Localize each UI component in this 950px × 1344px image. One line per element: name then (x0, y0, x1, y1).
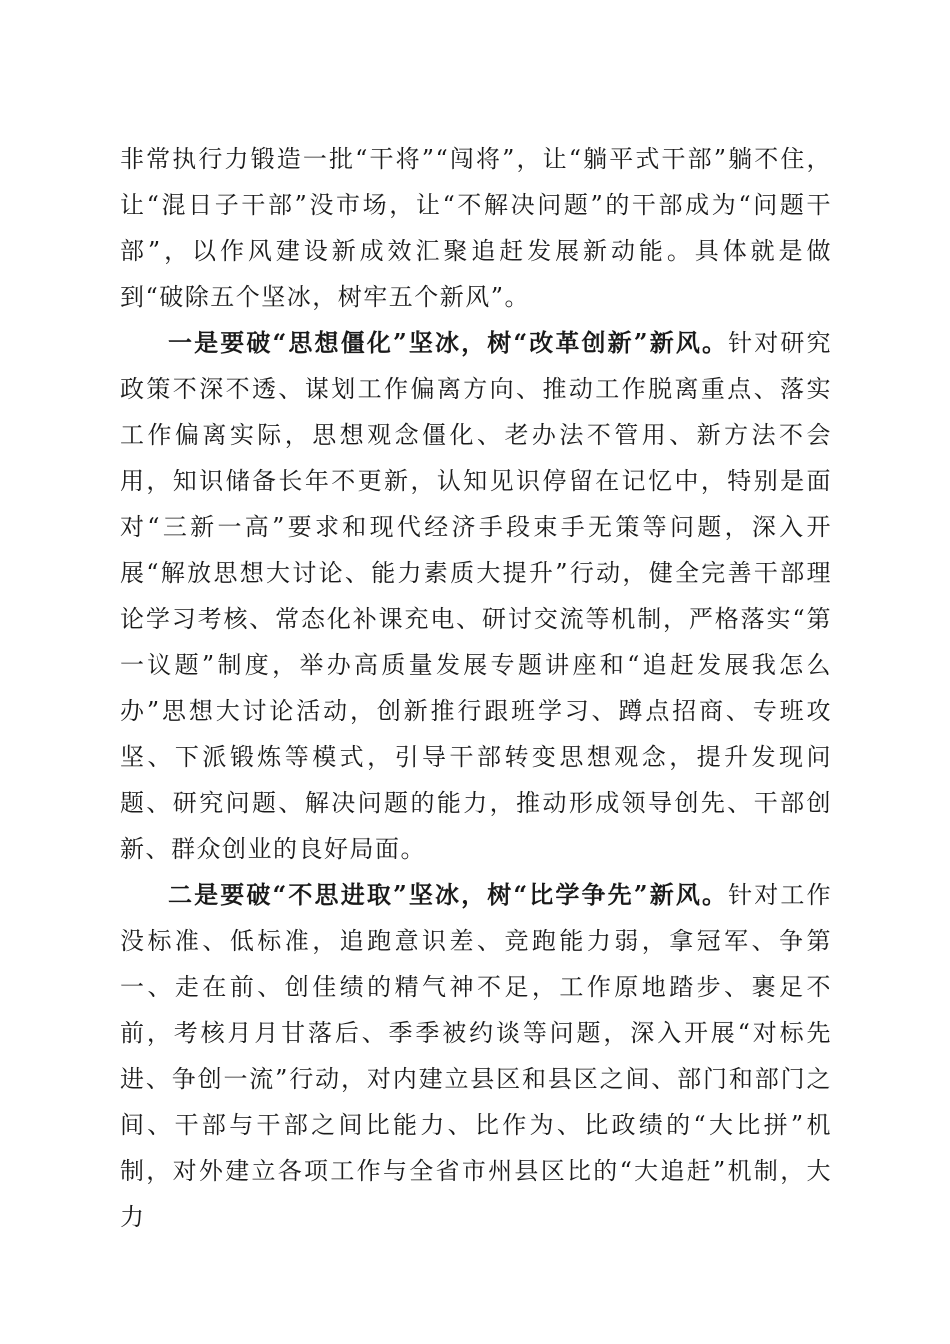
paragraph-text: 针对研究政策不深不透、谋划工作偏离方向、推动工作脱离重点、落实工作偏离实际，思想观念僵化、老办法不管用、新方法不会用，知识储备长年不更新，认知见识停留在记忆中，特别是面对“三新一高”要求和现代经济手段束手无策等问题，深入开展“解放思想大讨论、能力素质大提升”行动，健全完善干部理论学习考核、常态化补课充电、研讨交流等机制，严格落实“第一议题”制度，举办高质量发展专题讲座和“追赶发展我怎么办”思想大讨论活动，创新推行跟班学习、蹲点招商、专班攻坚、下派锻炼等模式，引导干部转变思想观念，提升发现问题、研究问题、解决问题的能力，推动形成领导创先、干部创新、群众创业的良好局面。 (120, 329, 833, 863)
paragraph-lead: 一是要破“思想僵化”坚冰，树“改革创新”新风。 (168, 328, 729, 357)
paragraph-point-two (120, 872, 832, 1240)
document-body (120, 136, 832, 1240)
paragraph-text: 针对工作没标准、低标准，追跑意识差、竞跑能力弱，拿冠军、争第一、走在前、创佳绩的精气神不足，工作原地踏步、裹足不前，考核月月甘落后、季季被约谈等问题，深入开展“对标先进、争创一流”行动，对内建立县区和县区之间、部门和部门之间、干部与干部之间比能力、比作为、比政绩的“大比拼”机制，对外建立各项工作与全省市州县区比的“大追赶”机制，大力 (120, 881, 833, 1231)
paragraph-lead: 二是要破“不思进取”坚冰，树“比学争先”新风。 (168, 880, 729, 909)
paragraph-point-one (120, 320, 832, 872)
paragraph-text: 非常执行力锻造一批“干将”“闯将”，让“躺平式干部”躺不住，让“混日子干部”没市场，让“不解决问题”的干部成为“问题干部”，以作风建设新成效汇聚追赶发展新动能。具体就是做到“破除五个坚冰，树牢五个新风”。 (120, 145, 832, 311)
paragraph-intro (120, 136, 832, 320)
